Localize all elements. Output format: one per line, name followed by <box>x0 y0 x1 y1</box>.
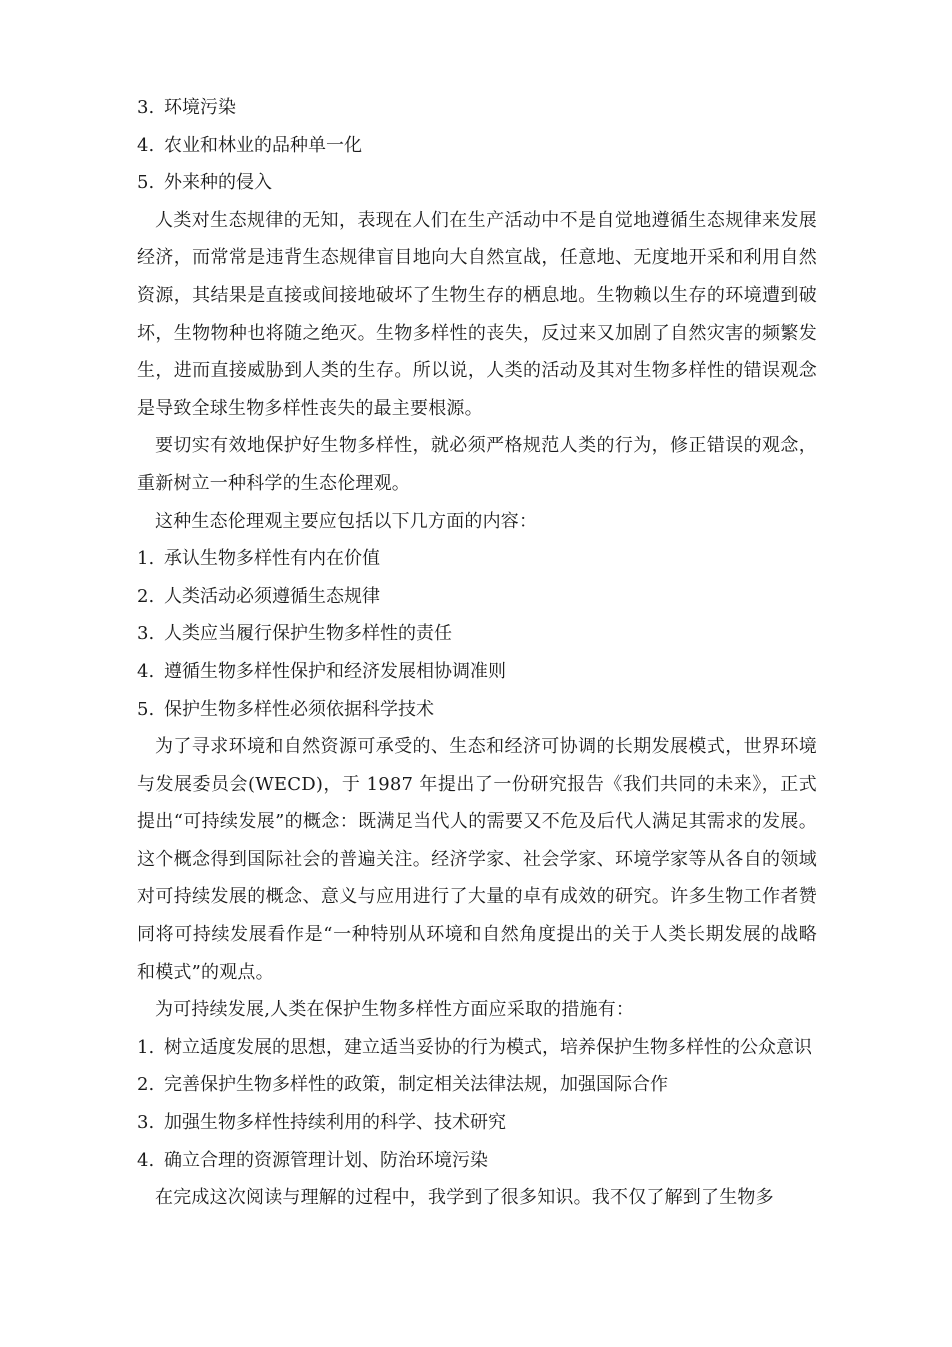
list-item <box>137 89 817 127</box>
list-number: 3. <box>137 1112 155 1134</box>
list-number: 1. <box>137 1036 155 1058</box>
list-item <box>137 691 817 729</box>
list-text: 农业和林业的品种单一化 <box>164 134 362 156</box>
list-text: 确立合理的资源管理计划、防治环境污染 <box>164 1149 488 1171</box>
list-item <box>137 164 817 202</box>
paragraph: 要切实有效地保护好生物多样性，就必须严格规范人类的行为，修正错误的观念，重新树立一种科学的生态伦理观。 <box>137 435 817 494</box>
list-number: 1. <box>137 548 155 570</box>
list-item <box>137 1142 817 1180</box>
list-number: 2. <box>137 585 155 607</box>
list-text: 树立适度发展的思想，建立适当妥协的行为模式，培养保护生物多样性的公众意识 <box>164 1036 812 1058</box>
list-text: 环境污染 <box>164 97 236 118</box>
list-number: 4. <box>137 660 155 682</box>
list-item <box>137 1066 817 1104</box>
paragraph: 为了寻求环境和自然资源可承受的、生态和经济可协调的长期发展模式，世界环境与发展委员会(WECD)，于 1987 年提出了一份研究报告《我们共同的未来》，正式提出“可持续发展”的概念：既满足当代人的需要又不危及后代人满足其需求的发展。这个概念得到国际社会的普遍关注。经济学家、社会学家、环境学家等从各自的领域对可持续发展的概念、意义与应用进行了大量的卓有成效的研究。许多生物工作者赞同将可持续发展看作是“一种特别从环境和自然角度提出的关于人类长期发展的战略和模式”的观点。 <box>137 736 817 983</box>
paragraph: 这种生态伦理观主要应包括以下几方面的内容： <box>155 510 538 532</box>
list-item <box>137 1029 817 1067</box>
paragraph: 在完成这次阅读与理解的过程中，我学到了很多知识。我不仅了解到了生物多 <box>155 1187 774 1209</box>
list-text: 人类活动必须遵循生态规律 <box>164 585 380 607</box>
list-number: 4. <box>137 1149 155 1171</box>
list-number: 3. <box>137 623 155 645</box>
list-measures-cont <box>137 89 817 202</box>
list-text: 保护生物多样性必须依据科学技术 <box>164 698 434 720</box>
list-text: 遵循生物多样性保护和经济发展相协调准则 <box>164 660 506 682</box>
list-text: 外来种的侵入 <box>164 172 272 194</box>
list-item <box>137 578 817 616</box>
list-text: 承认生物多样性有内在价值 <box>164 548 380 570</box>
list-sustainability-measures <box>137 1029 817 1179</box>
list-ethics <box>137 540 817 728</box>
list-item <box>137 615 817 653</box>
list-number: 4. <box>137 134 155 156</box>
list-item <box>137 653 817 691</box>
list-item <box>137 540 817 578</box>
list-text: 加强生物多样性持续利用的科学、技术研究 <box>164 1112 506 1134</box>
list-number: 5. <box>137 172 155 194</box>
list-text: 人类应当履行保护生物多样性的责任 <box>164 623 452 645</box>
list-item <box>137 1104 817 1142</box>
list-text: 完善保护生物多样性的政策，制定相关法律法规，加强国际合作 <box>164 1074 668 1096</box>
list-number: 2. <box>137 1074 155 1096</box>
list-number: 5. <box>137 698 155 720</box>
list-item <box>137 127 817 165</box>
list-number: 3. <box>137 97 155 118</box>
paragraph: 人类对生态规律的无知，表现在人们在生产活动中不是自觉地遵循生态规律来发展经济，而常常是违背生态规律盲目地向大自然宣战，任意地、无度地开采和利用自然资源，其结果是直接或间接地破坏了生物生存的栖息地。生物赖以生存的环境遭到破坏，生物物种也将随之绝灭。生物多样性的丧失，反过来又加剧了自然灾害的频繁发生，进而直接威胁到人类的生存。所以说，人类的活动及其对生物多样性的错误观念是导致全球生物多样性丧失的最主要根源。 <box>137 209 817 419</box>
document-body <box>137 89 817 1217</box>
paragraph: 为可持续发展,人类在保护生物多样性方面应采取的措施有： <box>155 999 635 1021</box>
